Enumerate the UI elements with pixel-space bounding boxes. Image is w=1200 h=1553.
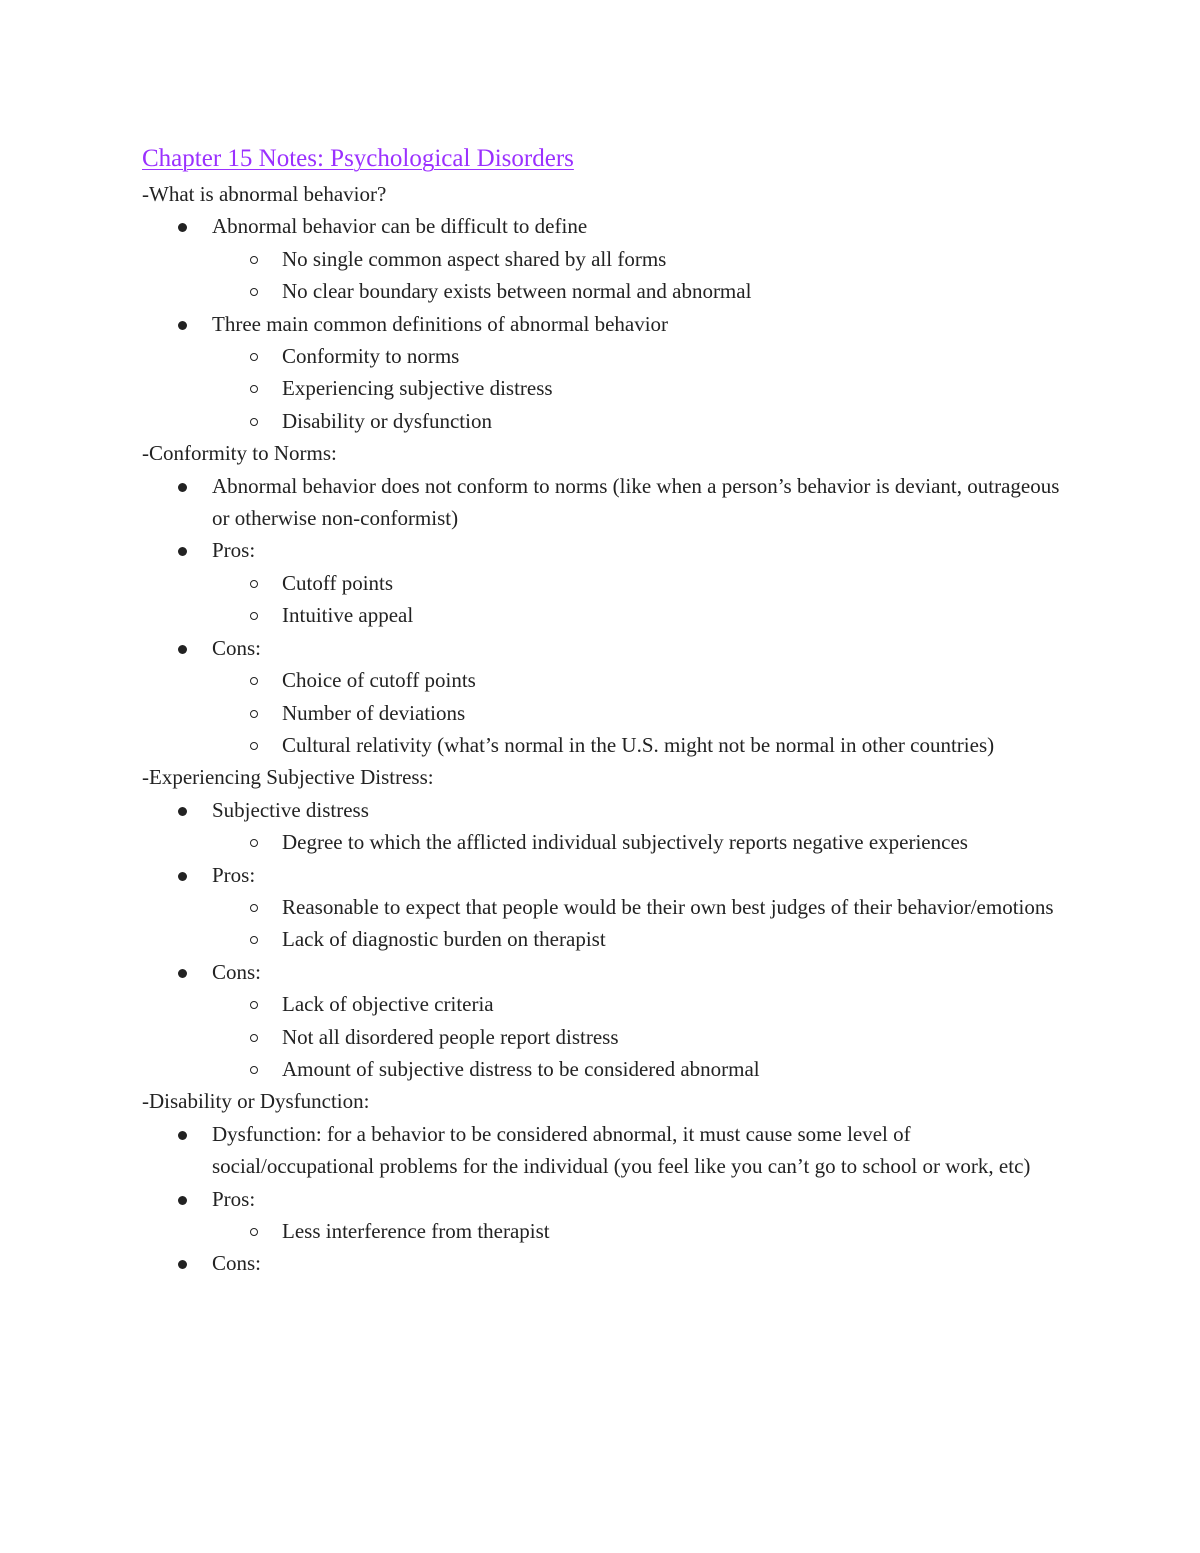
section-what-is-abnormal [142, 178, 1072, 437]
section-heading: -Conformity to Norms: [142, 441, 337, 466]
notes-body [142, 178, 1072, 1280]
sub-list-item [142, 697, 1072, 729]
sub-list-item-text: Not all disordered people report distress [282, 1024, 619, 1049]
list-item [142, 470, 1072, 535]
sub-list-item [142, 826, 1072, 858]
sub-list-item [142, 405, 1072, 437]
bullet-icon [178, 321, 187, 330]
sub-list-item-text: Cultural relativity (what’s normal in the U.S. might not be normal in other countries) [282, 732, 995, 757]
sub-list-item [142, 243, 1072, 275]
sub-list-item-text: Degree to which the afflicted individual subjectively reports negative experiences [282, 830, 968, 855]
list-item-text: Cons: [212, 635, 262, 660]
hollow-bullet-icon [250, 353, 258, 361]
list-item [142, 308, 1072, 340]
hollow-bullet-icon [250, 385, 258, 393]
sub-list-item-text: Experiencing subjective distress [282, 376, 553, 401]
list-item-text: Subjective distress [212, 797, 369, 822]
sub-list-item-text: Choice of cutoff points [282, 668, 476, 693]
bullet-icon [178, 1260, 187, 1269]
hollow-bullet-icon [250, 742, 258, 750]
hollow-bullet-icon [250, 288, 258, 296]
hollow-bullet-icon [250, 256, 258, 264]
sub-list-item [142, 729, 1072, 761]
hollow-bullet-icon [250, 839, 258, 847]
hollow-bullet-icon [250, 936, 258, 944]
bullet-icon [178, 969, 187, 978]
bullet-icon [178, 483, 187, 492]
sub-list-item-text: Amount of subjective distress to be considered abnormal [282, 1056, 760, 1081]
sub-list-item [142, 372, 1072, 404]
list-item [142, 1247, 1072, 1279]
sub-list-item-text: Intuitive appeal [282, 603, 414, 628]
list-item [142, 794, 1072, 826]
list-item-text: Pros: [212, 1186, 256, 1211]
bullet-icon [178, 1131, 187, 1140]
bullet-icon [178, 872, 187, 881]
bullet-icon [178, 807, 187, 816]
sub-list-item-text: Cutoff points [282, 570, 394, 595]
sub-list-item [142, 340, 1072, 372]
sub-list-item-text: Lack of objective criteria [282, 992, 494, 1017]
sub-list-item-text: Reasonable to expect that people would be their own best judges of their behavior/emotions [282, 894, 1054, 919]
sub-list-item-text: No single common aspect shared by all forms [282, 246, 667, 271]
hollow-bullet-icon [250, 612, 258, 620]
list-item [142, 859, 1072, 891]
page-title: Chapter 15 Notes: Psychological Disorders [142, 145, 574, 172]
list-item-text: Pros: [212, 862, 256, 887]
hollow-bullet-icon [250, 418, 258, 426]
hollow-bullet-icon [250, 1001, 258, 1009]
sub-list-item [142, 923, 1072, 955]
section-heading: -Disability or Dysfunction: [142, 1089, 370, 1114]
sub-list-item [142, 1053, 1072, 1085]
sub-list-item-text: No clear boundary exists between normal and abnormal [282, 279, 752, 304]
section-heading: -What is abnormal behavior? [142, 182, 387, 206]
sub-list-item-text: Less interference from therapist [282, 1219, 550, 1243]
section-disability-dysfunction [142, 1085, 1072, 1279]
sub-list-item-text: Number of deviations [282, 700, 466, 725]
bullet-icon [178, 645, 187, 654]
bullet-icon [178, 223, 187, 232]
section-subjective-distress [142, 761, 1072, 1085]
list-item-text: Cons: [212, 959, 262, 984]
hollow-bullet-icon [250, 677, 258, 685]
list-item-text: Abnormal behavior does not conform to norms (like when a person’s behavior is deviant, outrageous or otherwise non-conformist) [212, 473, 1060, 531]
hollow-bullet-icon [250, 1228, 258, 1236]
list-item-text: Dysfunction: for a behavior to be considered abnormal, it must cause some level of social/occupational problems for the individual (you feel like you can’t go to school or work, etc) [212, 1121, 1031, 1179]
hollow-bullet-icon [250, 1034, 258, 1042]
sub-list-item [142, 664, 1072, 696]
bullet-icon [178, 547, 187, 556]
sub-list-item [142, 1021, 1072, 1053]
sub-list-item-text: Lack of diagnostic burden on therapist [282, 927, 606, 952]
sub-list-item [142, 567, 1072, 599]
sub-list-item-text: Conformity to norms [282, 344, 460, 369]
list-item [142, 534, 1072, 566]
sub-list-item [142, 988, 1072, 1020]
sub-list-item [142, 599, 1072, 631]
hollow-bullet-icon [250, 710, 258, 718]
sub-list-item-text: Disability or dysfunction [282, 408, 492, 433]
list-item-text: Abnormal behavior can be difficult to define [212, 214, 588, 239]
list-item [142, 956, 1072, 988]
hollow-bullet-icon [250, 1066, 258, 1074]
list-item-text: Three main common definitions of abnormal behavior [212, 311, 669, 336]
list-item [142, 1183, 1072, 1215]
section-conformity-to-norms [142, 437, 1072, 761]
list-item [142, 210, 1072, 242]
list-item [142, 632, 1072, 664]
hollow-bullet-icon [250, 580, 258, 588]
list-item [142, 1118, 1072, 1183]
sub-list-item [142, 891, 1072, 923]
list-item-text: Pros: [212, 538, 256, 563]
section-heading: -Experiencing Subjective Distress: [142, 765, 434, 790]
list-item-text: Cons: [212, 1251, 262, 1276]
bullet-icon [178, 1196, 187, 1205]
sub-list-item [142, 1215, 1072, 1247]
sub-list-item [142, 275, 1072, 307]
hollow-bullet-icon [250, 904, 258, 912]
